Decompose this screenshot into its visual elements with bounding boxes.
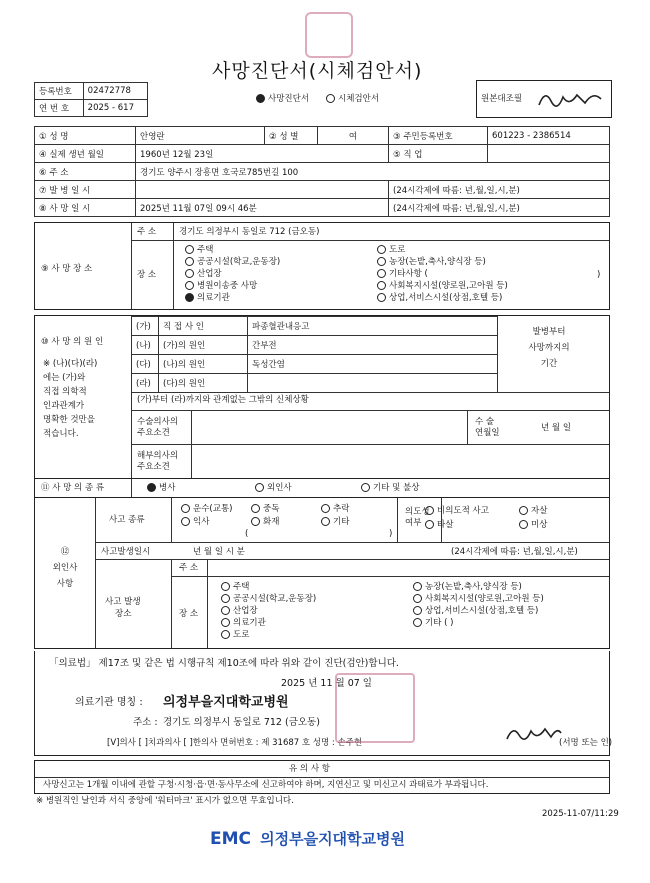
place-options-left [185,245,280,305]
print-timestamp: 2025-11-07/11:29 [542,809,619,819]
job-value [488,145,610,163]
birth-label: ④ 실제 생년 월일 [35,145,136,163]
person-section [34,126,610,217]
intent-suicide: 자살 [519,506,547,516]
emc-logo: EMC [210,829,252,849]
place-option-other: 기타사항 ( [377,269,508,281]
place-option-road: 도로 [377,245,508,257]
death-kind-section [34,478,610,498]
other-condition-label: (가)부터 (라)까지와 관계없는 그밖의 신체상황 [137,395,309,405]
onset-hint: (24시각제에 따름: 년,월,일,시,분) [389,181,610,199]
intent-unknown: 미상 [519,520,547,530]
place-option-welfare: 사회복지시설(양로원,고아원 등) [377,281,508,293]
footer-hospital-name: 의정부을지대학교병원 [260,830,406,848]
place-option-public: 공공시설(학교,운동장) [185,257,280,269]
accident-type-transport: 운수(교통) [181,504,232,514]
rrn-label: ③ 주민등록번호 [389,127,488,145]
registration-box [34,82,148,117]
signature-image [535,85,605,113]
facility-label: 의료기관 명칭 : [75,697,143,708]
accident-type-fire: 화재 [251,517,279,527]
death-place-label: ⑨ 사 망 장 소 [41,264,93,274]
accident-paren-open: ( [245,529,249,539]
document-title: 사망진단서(시체검안서) [212,60,423,82]
onset-label: ⑦ 발 병 일 시 [35,181,136,199]
cause-c-value: 독성간염 [248,355,498,374]
place-option-farm: 농장(논밭,축사,양식장 등) [377,257,508,269]
place-close-paren: ) [597,270,601,280]
sign-note: (서명 또는 인) [559,738,613,748]
intent-unintended: 비의도적 사고 [425,506,489,516]
external-section [34,497,610,649]
job-label: ⑤ 직 업 [389,145,488,163]
surgery-label: 수술의사의 주요소견 [137,417,179,438]
accident-datetime-label: 사고발생일시 [101,547,151,557]
cert-addr-label: 주소 : [133,717,158,728]
doctor-line: [V]의사 [ ]치과의사 [ ]한의사 면허번호 : 제 31687 호 성명 : 손주현 [107,738,363,748]
notes-section [34,760,610,794]
accident-type-fall: 추락 [321,504,349,514]
doc-type-option-2: 시체검안서 [326,94,379,104]
autopsy-label: 해부의사의 주요소견 [137,451,179,472]
place-option-commercial: 상업,서비스시설(상점,호텔 등) [377,293,508,305]
place-options-right [377,245,508,305]
accident-datetime-value: 년 월 일 시 분 [193,547,245,557]
watermark-stamp [305,12,353,58]
death-kind-external: 외인사 [255,483,292,493]
footer-logo [210,828,405,849]
hospital-seal [335,673,415,743]
place-addr-value: 경기도 의정부시 동일로 712 (금오동) [179,227,320,237]
notes-header: 유 의 사 항 [289,764,330,774]
accident-addr-label: 주 소 [179,563,199,573]
original-check-box [476,80,612,118]
reg-number: 02472778 [83,83,147,100]
cause-label: ⑩ 사 망 의 원 인 [41,337,104,347]
cause-table: (가) 직 접 사 인 파종혈관내응고 (나) (가)의 원인 간부전 (다) (나)의 원인 독성간염 (라) (다)의 원인 [131,316,498,393]
death-date-hint: (24시각제에 따름: 년,월,일,시,분) [389,199,610,217]
place-addr-label: 주 소 [137,227,157,237]
cert-addr: 경기도 의정부시 동일로 712 (금오동) [163,717,320,728]
accident-type-label: 사고 종류 [109,515,145,525]
cause-b-value: 간부전 [248,336,498,355]
doc-type-option-1: 사망진단서 [256,94,309,104]
reg-label: 등록번호 [35,83,84,100]
external-label: ⑫ 외인사 사항 [52,547,78,589]
address-value: 경기도 양주시 장흥면 호국로785번길 100 [136,163,610,181]
death-kind-unknown: 기타 및 불상 [361,483,419,493]
place-kind-label: 장 소 [137,270,157,280]
accident-places-left: 주택 공공시설(학교,운동장) 산업장 의료기관 도로 [221,582,316,642]
cause-d-value [248,374,498,393]
cert-date: 2025 년 11 월 07 일 [281,678,372,689]
accident-type-other: 기타 [321,517,349,527]
serial-number: 2025 - 617 [83,100,147,117]
certification-section [34,651,613,756]
intent-homicide: 타살 [425,520,453,530]
serial-label: 연 번 호 [35,100,84,117]
accident-type-drowning: 익사 [181,517,209,527]
accident-kind-label: 장 소 [179,609,199,619]
place-option-medical: 의료기관 [185,293,280,305]
name-label: ① 성 명 [35,127,136,145]
death-kind-disease: 병사 [147,483,175,493]
death-date-value: 2025년 11월 07일 09시 46분 [136,199,389,217]
accident-type-poison: 중독 [251,504,279,514]
cause-a-value: 파종혈관내응고 [248,317,498,336]
surgery-date-value: 년 월 일 [541,423,572,433]
intent-label: 의도성 여부 [405,507,430,528]
accident-places-right: 농장(논밭,축사,양식장 등) 사회복지시설(양로원,고아원 등) 상업,서비스시설(상점,호텔 등) 기타 ( ) [413,582,544,630]
notes-line2: ※ 병원직인 날인과 서식 중앙에 '워터마크' 표시가 없으면 무효입니다. [36,796,294,806]
sex-label: ② 성 별 [265,127,318,145]
surgery-date-label: 수 술 연월일 [475,417,500,438]
address-label: ⑥ 주 소 [35,163,136,181]
onset-value [136,181,389,199]
name-value: 안영란 [136,127,265,145]
accident-place-label: 사고 발생 장소 [105,597,141,619]
death-kind-label: ⑪ 사 망 의 종 류 [41,483,105,493]
facility-name: 의정부을지대학교병원 [163,695,289,710]
cause-section [34,315,610,479]
doctor-signature [503,721,563,747]
notes-line1: 사망신고는 1개월 이내에 관할 구청·시청·읍·면·동사무소에 신고하여야 하며, 지연신고 및 미신고시 과태료가 부과됩니다. [43,780,489,790]
interval-label: 발병부터 사망까지의 기간 [528,327,570,369]
original-check-label: 원본대조필 [481,94,523,104]
death-place-section [34,222,610,310]
rrn-value: 601223 - 2386514 [488,127,610,145]
cert-statement: 「의료법」 제17조 및 같은 법 시행규칙 제10조에 따라 위와 같이 진단(검안)합니다. [49,658,399,669]
cause-note: ※ (나)(다)(라) 에는 (가)와 직접 의학적 인과관계가 명확한 것만을 적습니다. [43,359,98,439]
accident-datetime-hint: (24시각제에 따름: 년,월,일,시,분) [451,547,578,557]
death-date-label: ⑧ 사 망 일 시 [35,199,136,217]
sex-value: 여 [318,127,389,145]
place-option-house: 주택 [185,245,280,257]
accident-paren-close: ) [389,529,393,539]
place-option-transfer: 병원이송중 사망 [185,281,280,293]
birth-value: 1960년 12월 23일 [136,145,389,163]
place-option-industry: 산업장 [185,269,280,281]
